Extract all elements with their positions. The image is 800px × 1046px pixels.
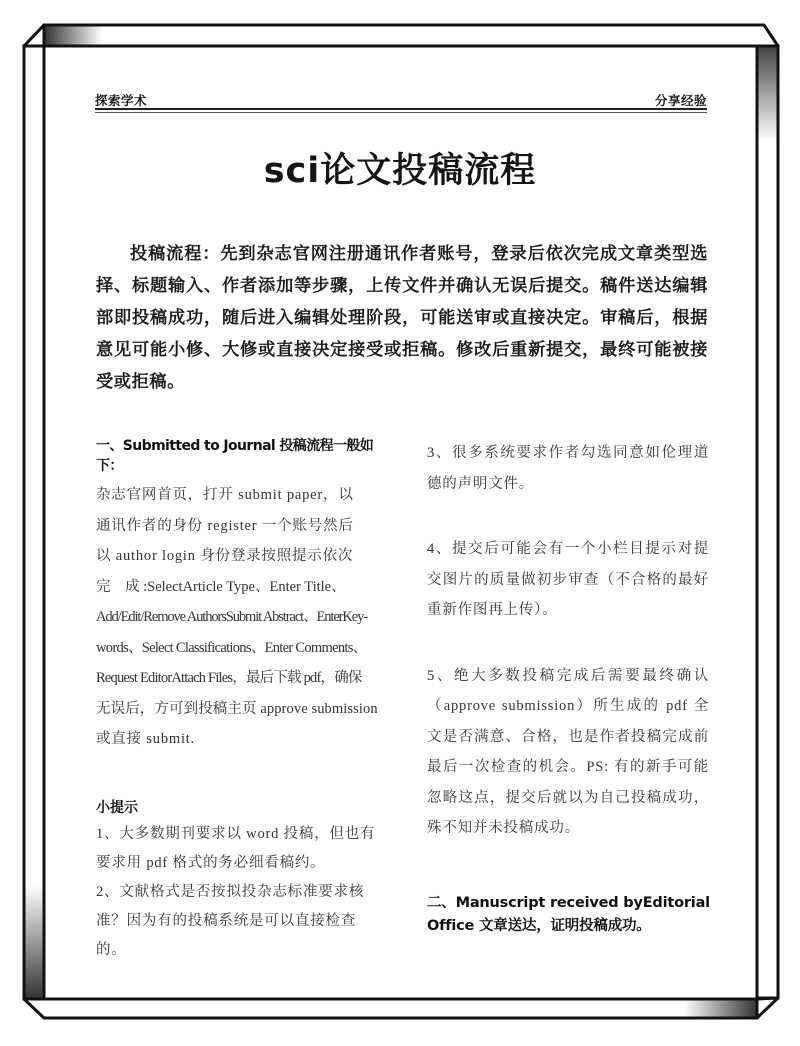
right-item-5: 5、绝大多数投稿完成后需要最终确认（approve submission）所生成的 pdf 全文是否满意、合格，也是作者投稿完成前最后一次检查的机会。PS: 有的新手可能忽略这点，提交后就以为自己投稿成功，殊不知并未投稿成功。 [427,667,709,836]
right-column [427,438,709,879]
header-right-label: 分享经验 [654,93,707,108]
header-divider-thin [95,112,707,113]
tips-list [96,820,386,965]
page-header [95,89,707,111]
header-left-label: 探索学术 [95,93,148,108]
left-column [96,436,382,755]
section-2-heading: 二、Manuscript received byEditorial Office 文章送达，证明投稿成功。 [427,895,710,934]
tip-item: 2、文献格式是否按拟投杂志标准要求核准？因为有的投稿系统是可以直接检查的。 [96,884,365,958]
intro-paragraph: 投稿流程：先到杂志官网注册通讯作者账号，登录后依次完成文章类型选择、标题输入、作者添加等步骤，上传文件并确认无误后提交。稿件送达编辑部即投稿成功，随后进入编辑处理阶段，可能送审或直接决定。审稿后，根据意见可能小修、大修或直接决定接受或拒稿。修改后重新提交，最终可能被接受或拒稿。 [96,244,708,392]
section-1-line: 无误后，方可到投稿主页 approve submission [96,700,378,717]
section-1-heading: 一、Submitted to Journal 投稿流程一般如下： [96,438,374,474]
header-divider [95,108,707,110]
tips-heading: 小提示 [96,800,138,816]
section-1-line: words、Select Classifications、Enter Comments、 [96,639,367,656]
right-item-4: 4、提交后可能会有一个小栏目提示对提交图片的质量做初步审查（不合格的最好重新作图再上传）。 [427,541,709,618]
section-1-line: 完 成 :SelectArticle Type、Enter Title、 [96,578,346,595]
section-1-line: 杂志官网首页，打开 submit paper，以 [96,487,354,503]
section-1-line: 通讯作者的身份 register 一个账号然后 [96,517,354,534]
tip-item: 1、大多数期刊要求以 word 投稿，但也有要求用 pdf 格式的务必细看稿约。 [96,826,376,871]
section-1-body [96,480,382,755]
section-1-line: 或直接 submit. [96,731,196,747]
section-1-line: 以 author login 身份登录按照提示依次 [96,548,354,564]
section-1-line: Request EditorAttach Files，最后下载 pdf，确保 [96,670,362,686]
page-title: sci论文投稿流程 [263,151,537,191]
right-item-3: 3、很多系统要求作者勾选同意如伦理道德的声明文件。 [427,445,709,492]
section-1-line: Add/Edit/Remove AuthorsSubmit Abstract、EnterKey- [96,609,367,625]
